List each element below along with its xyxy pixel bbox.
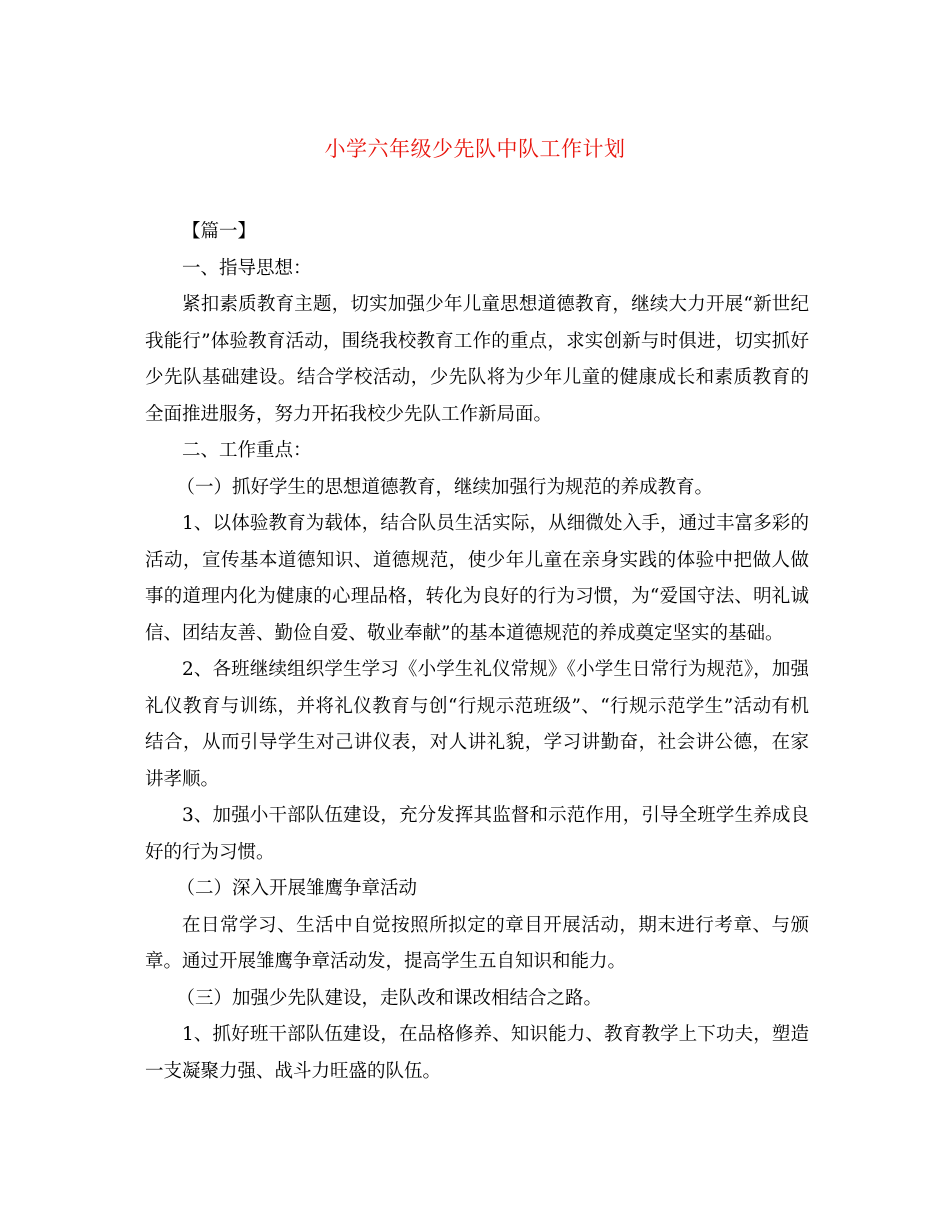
section-heading-part-one: 【篇一】 [182, 221, 257, 242]
subsection-heading-3: （三）加强少先队建设，走队改和课改相结合之路。 [176, 987, 602, 1009]
paragraph-badge-activity: 在日常学习、生活中自觉按照所拟定的章目开展活动，期末进行考章、与颁章。通过开展雏鹰争章活动发，提高学生五自知识和能力。 [145, 914, 809, 972]
paragraph-item-2: 2、各班继续组织学生学习《小学生礼仪常规》《小学生日常行为规范》，加强礼仪教育与训练，并将礼仪教育与创“行规示范班级”、“行规示范学生”活动有机结合，从而引导学生对己讲仪表，对人讲礼貌，学习讲勤奋，社会讲公德，在家讲孝顺。 [145, 659, 809, 790]
document-body [145, 214, 809, 1090]
document-title: 小学六年级少先队中队工作计划 [324, 137, 626, 161]
paragraph-guiding-ideology: 紧扣素质教育主题，切实加强少年儿童思想道德教育，继续大力开展“新世纪我能行”体验教育活动，围绕我校教育工作的重点，求实创新与时俱进，切实抓好少先队基础建设。结合学校活动，少先队将为少年儿童的健康成长和素质教育的全面推进服务，努力开拓我校少先队工作新局面。 [145, 294, 809, 425]
section-heading-guiding-ideology: 一、指导思想： [182, 257, 312, 279]
section-heading-work-focus: 二、工作重点： [182, 440, 312, 461]
subsection-heading-2: （二）深入开展雏鹰争章活动 [176, 878, 417, 899]
paragraph-item-3: 3、加强小干部队伍建设，充分发挥其监督和示范作用，引导全班学生养成良好的行为习惯。 [145, 805, 809, 863]
paragraph-cadre-building: 1、抓好班干部队伍建设，在品格修养、知识能力、教育教学上下功夫，塑造一支凝聚力强、战斗力旺盛的队伍。 [145, 1024, 809, 1082]
subsection-heading-1: （一）抓好学生的思想道德教育，继续加强行为规范的养成教育。 [176, 476, 713, 498]
paragraph-item-1: 1、以体验教育为载体，结合队员生活实际，从细微处入手，通过丰富多彩的活动，宣传基本道德知识、道德规范，使少年儿童在亲身实践的体验中把做人做事的道理内化为健康的心理品格，转化为良好的行为习惯，为“爱国守法、明礼诚信、团结友善、勤俭自爱、敬业奉献”的基本道德规范的养成奠定坚实的基础。 [145, 513, 809, 644]
